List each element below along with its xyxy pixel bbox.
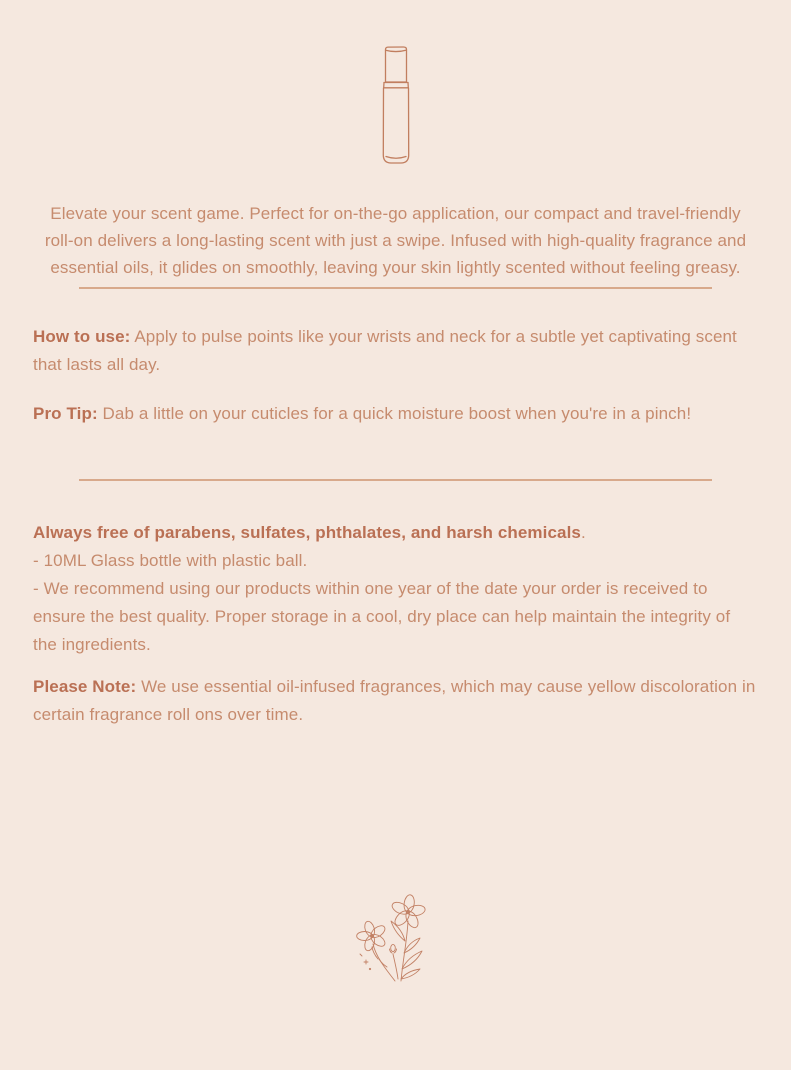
intro-paragraph: Elevate your scent game. Perfect for on-the-go application, our compact and travel-friendly roll-on delivers a long-lasting scent with just a swipe. Infused with high-quality fragrance and essential oils, it glides on smoothly, leaving your skin lightly scented without feeling greasy.	[44, 204, 747, 277]
how-to-use-text: Apply to pulse points like your wrists and neck for a subtle yet captivating scent that lasts all day.	[33, 327, 737, 374]
please-note-text: We use essential oil-infused fragrances, which may cause yellow discoloration in certain fragrance roll ons over time.	[33, 677, 756, 724]
details-headline-bold: Always free of parabens, sulfates, phthalates, and harsh chemicals	[33, 523, 581, 542]
page	[0, 46, 791, 1070]
how-to-use-paragraph	[33, 323, 758, 379]
details-headline	[33, 519, 758, 547]
please-note-label: Please Note:	[33, 677, 137, 696]
flower-illustration	[351, 891, 441, 986]
product-description-page	[0, 46, 791, 1070]
please-note-paragraph	[33, 673, 758, 729]
divider	[79, 287, 712, 289]
details-bullet: - 10ML Glass bottle with plastic ball.	[33, 551, 308, 570]
pro-tip-paragraph	[33, 400, 758, 428]
details-bullet: - We recommend using our products within one year of the date your order is received to ensure the best quality. Proper storage in a cool, dry place can help maintain the integrity of the ingredients.	[33, 579, 731, 654]
pro-tip-label: Pro Tip:	[33, 404, 98, 423]
divider	[79, 479, 712, 481]
roll-on-bottle-illustration	[382, 46, 410, 164]
how-to-use-label: How to use:	[33, 327, 131, 346]
details-headline-period: .	[580, 523, 586, 542]
pro-tip-text: Dab a little on your cuticles for a quick moisture boost when you're in a pinch!	[97, 404, 692, 423]
